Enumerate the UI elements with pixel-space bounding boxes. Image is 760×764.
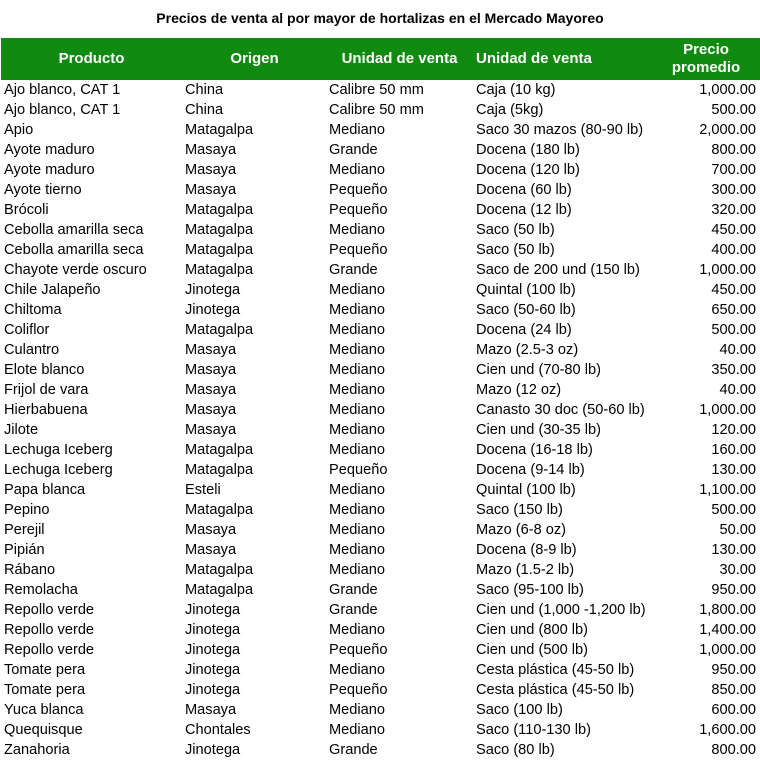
cell-precio-promedio: 450.00	[711, 282, 756, 298]
table-row	[1, 380, 760, 400]
cell-origen: Masaya	[185, 162, 237, 178]
table-row	[1, 460, 760, 480]
header-precio-line2: promedio	[671, 59, 741, 76]
cell-precio-promedio: 800.00	[711, 142, 756, 158]
cell-producto: Ayote tierno	[4, 182, 82, 198]
cell-unidad-de-venta: Mediano	[329, 662, 385, 678]
cell-precio-promedio: 1,000.00	[699, 402, 756, 418]
table-row	[1, 720, 760, 740]
cell-unidad-de-venta: Mediano	[329, 522, 385, 538]
cell-producto: Chile Jalapeño	[4, 282, 101, 298]
cell-unidad-de-venta: Grande	[329, 582, 378, 598]
cell-origen: Matagalpa	[185, 502, 254, 518]
cell-unidad-de-venta: Mediano	[329, 542, 385, 558]
cell-origen: Masaya	[185, 422, 237, 438]
cell-unidad-de-venta: Mediano	[329, 722, 385, 738]
cell-precio-promedio: 1,400.00	[699, 622, 756, 638]
cell-unidad-de-venta: Mediano	[329, 122, 385, 138]
table-body	[1, 80, 760, 760]
cell-origen: Matagalpa	[185, 262, 254, 278]
cell-producto: Lechuga Iceberg	[4, 462, 113, 478]
cell-unidad-de-venta-2: Saco (50 lb)	[476, 222, 555, 238]
cell-unidad-de-venta-2: Docena (60 lb)	[476, 182, 572, 198]
page-title: Precios de venta al por mayor de hortalizas en el Mercado Mayoreo	[156, 10, 604, 26]
table-row	[1, 340, 760, 360]
cell-precio-promedio: 800.00	[711, 742, 756, 758]
cell-producto: Remolacha	[4, 582, 78, 598]
cell-unidad-de-venta-2: Saco 30 mazos (80-90 lb)	[476, 122, 644, 138]
table-row	[1, 400, 760, 420]
cell-precio-promedio: 1,000.00	[699, 82, 756, 98]
cell-precio-promedio: 40.00	[719, 382, 756, 398]
cell-producto: Tomate pera	[4, 682, 86, 698]
table-row	[1, 640, 760, 660]
cell-producto: Perejil	[4, 522, 45, 538]
cell-precio-promedio: 130.00	[711, 542, 756, 558]
cell-origen: Masaya	[185, 362, 237, 378]
cell-precio-promedio: 320.00	[711, 202, 756, 218]
cell-producto: Ajo blanco, CAT 1	[4, 102, 121, 118]
cell-origen: China	[185, 102, 224, 118]
cell-unidad-de-venta: Calibre 50 mm	[329, 82, 424, 98]
cell-precio-promedio: 500.00	[711, 102, 756, 118]
cell-unidad-de-venta: Mediano	[329, 382, 385, 398]
cell-producto: Chayote verde oscuro	[4, 262, 147, 278]
table-row	[1, 80, 760, 100]
cell-producto: Ayote maduro	[4, 142, 95, 158]
cell-unidad-de-venta: Pequeño	[329, 642, 388, 658]
cell-producto: Elote blanco	[4, 362, 85, 378]
cell-unidad-de-venta: Mediano	[329, 502, 385, 518]
cell-unidad-de-venta-2: Docena (180 lb)	[476, 142, 580, 158]
table-row	[1, 240, 760, 260]
cell-unidad-de-venta: Pequeño	[329, 682, 388, 698]
table-row	[1, 300, 760, 320]
cell-origen: Matagalpa	[185, 242, 254, 258]
cell-precio-promedio: 130.00	[711, 462, 756, 478]
cell-producto: Apio	[4, 122, 34, 138]
cell-precio-promedio: 1,800.00	[699, 602, 756, 618]
cell-precio-promedio: 450.00	[711, 222, 756, 238]
cell-unidad-de-venta-2: Saco de 200 und (150 lb)	[476, 262, 640, 278]
cell-unidad-de-venta-2: Mazo (2.5-3 oz)	[476, 342, 579, 358]
cell-precio-promedio: 700.00	[711, 162, 756, 178]
cell-unidad-de-venta: Grande	[329, 262, 378, 278]
cell-precio-promedio: 50.00	[719, 522, 756, 538]
header-precio-promedio	[652, 38, 760, 80]
table-row	[1, 500, 760, 520]
cell-unidad-de-venta-2: Quintal (100 lb)	[476, 282, 576, 298]
cell-precio-promedio: 950.00	[711, 662, 756, 678]
cell-precio-promedio: 400.00	[711, 242, 756, 258]
cell-unidad-de-venta-2: Mazo (6-8 oz)	[476, 522, 567, 538]
cell-unidad-de-venta: Mediano	[329, 702, 385, 718]
table-row	[1, 600, 760, 620]
cell-precio-promedio: 30.00	[719, 562, 756, 578]
cell-unidad-de-venta: Mediano	[329, 622, 385, 638]
table-row	[1, 360, 760, 380]
table-row	[1, 140, 760, 160]
cell-origen: Jinotega	[185, 742, 241, 758]
cell-producto: Yuca blanca	[4, 702, 84, 718]
cell-unidad-de-venta-2: Docena (8-9 lb)	[476, 542, 577, 558]
cell-unidad-de-venta: Mediano	[329, 302, 385, 318]
cell-unidad-de-venta-2: Docena (16-18 lb)	[476, 442, 593, 458]
cell-unidad-de-venta: Calibre 50 mm	[329, 102, 424, 118]
cell-unidad-de-venta-2: Cien und (500 lb)	[476, 642, 588, 658]
cell-unidad-de-venta: Mediano	[329, 162, 385, 178]
cell-producto: Pipián	[4, 542, 45, 558]
cell-origen: Jinotega	[185, 682, 241, 698]
cell-origen: China	[185, 82, 224, 98]
header-unidad-de-venta-2: Unidad de venta	[472, 38, 652, 80]
table-row	[1, 560, 760, 580]
cell-producto: Pepino	[4, 502, 50, 518]
cell-producto: Culantro	[4, 342, 60, 358]
cell-producto: Repollo verde	[4, 622, 95, 638]
cell-precio-promedio: 1,000.00	[699, 642, 756, 658]
table-row	[1, 420, 760, 440]
cell-origen: Masaya	[185, 142, 237, 158]
cell-unidad-de-venta-2: Docena (24 lb)	[476, 322, 572, 338]
cell-origen: Esteli	[185, 482, 221, 498]
cell-precio-promedio: 1,600.00	[699, 722, 756, 738]
cell-unidad-de-venta-2: Cesta plástica (45-50 lb)	[476, 662, 635, 678]
cell-unidad-de-venta: Mediano	[329, 222, 385, 238]
table-header	[1, 38, 760, 80]
cell-producto: Chiltoma	[4, 302, 62, 318]
cell-origen: Jinotega	[185, 302, 241, 318]
table-row	[1, 740, 760, 760]
cell-producto: Lechuga Iceberg	[4, 442, 113, 458]
cell-unidad-de-venta-2: Cien und (1,000 -1,200 lb)	[476, 602, 646, 618]
table-row	[1, 520, 760, 540]
cell-origen: Jinotega	[185, 282, 241, 298]
cell-unidad-de-venta: Mediano	[329, 402, 385, 418]
cell-unidad-de-venta-2: Cesta plástica (45-50 lb)	[476, 682, 635, 698]
table-row	[1, 480, 760, 500]
cell-origen: Jinotega	[185, 602, 241, 618]
cell-unidad-de-venta-2: Saco (95-100 lb)	[476, 582, 584, 598]
cell-precio-promedio: 160.00	[711, 442, 756, 458]
cell-unidad-de-venta: Pequeño	[329, 202, 388, 218]
cell-precio-promedio: 950.00	[711, 582, 756, 598]
cell-producto: Hierbabuena	[4, 402, 88, 418]
cell-origen: Matagalpa	[185, 562, 254, 578]
cell-unidad-de-venta: Mediano	[329, 282, 385, 298]
cell-unidad-de-venta-2: Docena (9-14 lb)	[476, 462, 585, 478]
cell-producto: Zanahoria	[4, 742, 70, 758]
cell-unidad-de-venta-2: Canasto 30 doc (50-60 lb)	[476, 402, 645, 418]
cell-origen: Matagalpa	[185, 202, 254, 218]
cell-origen: Masaya	[185, 402, 237, 418]
cell-unidad-de-venta-2: Saco (110-130 lb)	[476, 722, 591, 738]
cell-unidad-de-venta: Grande	[329, 142, 378, 158]
table-row	[1, 180, 760, 200]
cell-origen: Masaya	[185, 342, 237, 358]
cell-origen: Masaya	[185, 542, 237, 558]
cell-producto: Rábano	[4, 562, 56, 578]
cell-unidad-de-venta-2: Quintal (100 lb)	[476, 482, 576, 498]
table-row	[1, 100, 760, 120]
cell-precio-promedio: 120.00	[711, 422, 756, 438]
cell-precio-promedio: 500.00	[711, 322, 756, 338]
cell-origen: Jinotega	[185, 642, 241, 658]
cell-origen: Jinotega	[185, 662, 241, 678]
cell-origen: Matagalpa	[185, 582, 254, 598]
cell-unidad-de-venta-2: Cien und (800 lb)	[476, 622, 588, 638]
cell-producto: Frijol de vara	[4, 382, 89, 398]
cell-precio-promedio: 350.00	[711, 362, 756, 378]
cell-producto: Repollo verde	[4, 642, 95, 658]
table-row	[1, 700, 760, 720]
cell-origen: Chontales	[185, 722, 251, 738]
cell-origen: Masaya	[185, 702, 237, 718]
header-row	[1, 38, 760, 80]
cell-unidad-de-venta: Pequeño	[329, 182, 388, 198]
cell-producto: Cebolla amarilla seca	[4, 242, 144, 258]
cell-producto: Brócoli	[4, 202, 49, 218]
cell-producto: Papa blanca	[4, 482, 86, 498]
cell-unidad-de-venta: Mediano	[329, 482, 385, 498]
cell-unidad-de-venta: Mediano	[329, 422, 385, 438]
header-unidad-de-venta: Unidad de venta	[327, 38, 472, 80]
cell-precio-promedio: 40.00	[719, 342, 756, 358]
cell-unidad-de-venta: Grande	[329, 602, 378, 618]
cell-precio-promedio: 300.00	[711, 182, 756, 198]
cell-precio-promedio: 2,000.00	[699, 122, 756, 138]
cell-producto: Quequisque	[4, 722, 83, 738]
cell-producto: Jilote	[4, 422, 39, 438]
cell-precio-promedio: 650.00	[711, 302, 756, 318]
header-precio-line1: Precio	[683, 41, 729, 58]
cell-producto: Coliflor	[4, 322, 50, 338]
table-row	[1, 220, 760, 240]
cell-unidad-de-venta-2: Saco (100 lb)	[476, 702, 563, 718]
cell-origen: Matagalpa	[185, 122, 254, 138]
cell-unidad-de-venta-2: Caja (10 kg)	[476, 82, 556, 98]
cell-unidad-de-venta-2: Docena (12 lb)	[476, 202, 572, 218]
price-table	[1, 38, 760, 760]
cell-unidad-de-venta: Pequeño	[329, 462, 388, 478]
table-row	[1, 200, 760, 220]
cell-producto: Tomate pera	[4, 662, 86, 678]
cell-origen: Matagalpa	[185, 222, 254, 238]
table-row	[1, 540, 760, 560]
table-row	[1, 320, 760, 340]
cell-origen: Masaya	[185, 382, 237, 398]
table-row	[1, 440, 760, 460]
cell-unidad-de-venta-2: Cien und (30-35 lb)	[476, 422, 601, 438]
table-row	[1, 160, 760, 180]
cell-producto: Cebolla amarilla seca	[4, 222, 144, 238]
cell-unidad-de-venta: Mediano	[329, 442, 385, 458]
table-row	[1, 580, 760, 600]
cell-unidad-de-venta-2: Mazo (12 oz)	[476, 382, 562, 398]
header-origen: Origen	[182, 38, 327, 80]
table-row	[1, 620, 760, 640]
cell-precio-promedio: 500.00	[711, 502, 756, 518]
cell-origen: Matagalpa	[185, 442, 254, 458]
cell-unidad-de-venta: Grande	[329, 742, 378, 758]
cell-unidad-de-venta-2: Cien und (70-80 lb)	[476, 362, 601, 378]
cell-unidad-de-venta-2: Docena (120 lb)	[476, 162, 580, 178]
cell-unidad-de-venta-2: Mazo (1.5-2 lb)	[476, 562, 575, 578]
cell-precio-promedio: 1,100.00	[699, 482, 756, 498]
cell-producto: Repollo verde	[4, 602, 95, 618]
cell-origen: Jinotega	[185, 622, 241, 638]
cell-precio-promedio: 1,000.00	[699, 262, 756, 278]
cell-unidad-de-venta-2: Saco (150 lb)	[476, 502, 563, 518]
cell-unidad-de-venta: Mediano	[329, 562, 385, 578]
cell-precio-promedio: 850.00	[711, 682, 756, 698]
cell-unidad-de-venta: Mediano	[329, 342, 385, 358]
header-producto: Producto	[1, 38, 182, 80]
cell-unidad-de-venta-2: Saco (80 lb)	[476, 742, 555, 758]
cell-producto: Ajo blanco, CAT 1	[4, 82, 121, 98]
cell-origen: Matagalpa	[185, 322, 254, 338]
table-row	[1, 260, 760, 280]
table-row	[1, 280, 760, 300]
cell-origen: Masaya	[185, 182, 237, 198]
cell-unidad-de-venta-2: Saco (50-60 lb)	[476, 302, 576, 318]
cell-unidad-de-venta-2: Saco (50 lb)	[476, 242, 555, 258]
cell-unidad-de-venta-2: Caja (5kg)	[476, 102, 544, 118]
cell-precio-promedio: 600.00	[711, 702, 756, 718]
cell-unidad-de-venta: Pequeño	[329, 242, 388, 258]
cell-origen: Masaya	[185, 522, 237, 538]
cell-unidad-de-venta: Mediano	[329, 322, 385, 338]
table-row	[1, 680, 760, 700]
table-row	[1, 120, 760, 140]
cell-producto: Ayote maduro	[4, 162, 95, 178]
table-row	[1, 660, 760, 680]
cell-unidad-de-venta: Mediano	[329, 362, 385, 378]
cell-origen: Matagalpa	[185, 462, 254, 478]
